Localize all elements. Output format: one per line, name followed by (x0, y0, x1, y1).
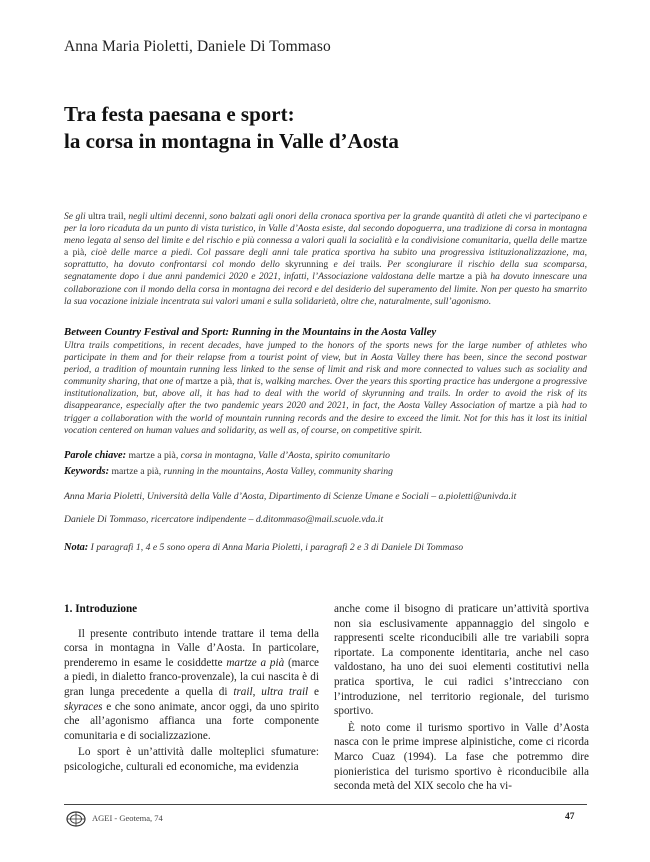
abstract-en-text: , that is, walking marches. Over the years this sporting practice has undergone a progressive institutionalization, but, above all, it has had to deal with the world of skyrunning and trails. In order to avoid the risk of its disappearance, especially after the two pandemic years 2020 and 2021, in fact, the Aosta Valley Association of (64, 376, 587, 412)
abstract-en-text: Ultra trails competitions, in recent decades, have jumped to the honors of the sports news for the large number of athletes who participate in them and for their relapse from a tourist point of view, but in Aosta Valley there has been, since the second postwar period, a tradition of mountain running less linked to the sense of limit and risk and more connected to values such as sociality and community sharing, that one of (64, 340, 587, 388)
footer-journal: AGEI - Geotema, 74 (92, 813, 163, 823)
abstract-it-text: e dei (328, 259, 361, 271)
keywords-english (64, 466, 594, 477)
body-term: ultra trail (261, 685, 309, 698)
page-number: 47 (565, 812, 575, 822)
affiliation-di-tommaso: Daniele Di Tommaso, ricercatore indipendente – d.ditommaso@mail.scuole.vda.it (64, 514, 384, 525)
keywords-italian (64, 450, 594, 461)
footer-rule (64, 804, 587, 805)
body-term: trail (233, 685, 253, 698)
body-text: , (252, 685, 262, 698)
english-title: Between Country Festival and Sport: Running in the Mountains in the Aosta Valley (64, 326, 437, 338)
body-term: martze a pià (226, 656, 285, 669)
keywords-it-list: , corsa in montagna, Valle d’Aosta, spirito comunitario (175, 450, 391, 461)
author-names: Anna Maria Pioletti, Daniele Di Tommaso (64, 38, 331, 55)
abstract-english (64, 340, 587, 437)
abstract-it-term: skyrunning (285, 259, 329, 271)
abstract-it-term: trails (360, 259, 380, 271)
abstract-it-term: ultra trail (88, 211, 124, 222)
body-text: e che sono animate, ancor oggi, da uno spirito che all’agonismo affianca una forte componente comunitaria e di socializzazione. (64, 700, 319, 742)
abstract-en-term: martze a pià (185, 376, 233, 388)
title-line-2: la corsa in montagna in Valle d’Aosta (64, 129, 399, 153)
abstract-italian (64, 211, 587, 308)
abstract-it-text: Se gli (64, 211, 89, 222)
abstract-it-text: , negli ultimi decenni, sono balzati agli onori della cronaca sportiva per la grande quantità di atleti che vi partecipano e per la loro ricaduta da un punto di vista turistico, in Valle d’Aosta esiste, dal secondo dopoguerra, una tradizione di corsa in montagna meno legata al senso del limite e del rischio e più connessa a valori quali la socialità e la condivisione comunitaria, quella delle (64, 211, 587, 247)
section-heading: 1. Introduzione (64, 603, 138, 615)
keywords-it-label: Parole chiave: (64, 450, 127, 461)
authorship-note (64, 542, 604, 553)
abstract-it-text: ha dovuto innescare una collaborazione con il mondo della corsa in montagna dei record e del desiderio del superamento del limite. Non per questo ha smarrito la sua vocazione iniziale incentrata sui valori umani e sulla solidarietà, oltre che, naturalmente, sull’agonismo. (64, 271, 587, 307)
body-paragraph: È noto come il turismo sportivo in Valle d’Aosta nasca con le prime imprese alpinistiche, come ci ricorda Marco Cuaz (1994). La fase che potremmo dire pionieristica del turismo sportivo è riconducibile alla seconda metà del XIX secolo che ha vi- (334, 721, 589, 793)
keywords-it-term: martze a pià (126, 450, 176, 461)
body-paragraph: Lo sport è un’attività dalle molteplici sfumature: psicologiche, culturali ed economiche, ma evidenzia (64, 746, 319, 773)
abstract-it-text: . Per scongiurare il rischio della sua scomparsa, segnatamente dopo i due anni pandemici 2020 e 2021, infatti, l’Associazione valdostana delle (64, 259, 587, 283)
keywords-en-list: , running in the mountains, Aosta Valley, community sharing (158, 466, 393, 477)
note-text: I paragrafi 1, 4 e 5 sono opera di Anna Maria Pioletti, i paragrafi 2 e 3 di Daniele Di Tommaso (88, 542, 464, 553)
body-column-left (64, 602, 319, 775)
abstract-en-term: martze a pià (509, 400, 559, 412)
body-column-right (334, 602, 589, 794)
agei-logo-icon (66, 811, 86, 832)
abstract-it-term: martze a pià (64, 235, 587, 259)
abstract-en-text: had to trigger a collaboration with the world of mountain running records and the desire to exceed the limit. Not for this has it lost its initial vocation centered on human values and solidarity, as well as, of course, on competitive spirit. (64, 400, 587, 436)
abstract-it-term: martze a pià (438, 271, 487, 283)
note-label: Nota: (64, 542, 89, 553)
keywords-en-label: Keywords: (64, 466, 110, 477)
body-paragraph: anche come il bisogno di praticare un’attività sportiva non sia esclusivamente appannaggio del singolo e rappresenti scelte riconducibili alle tre variabili sopra riportate. La componente identitaria, anche nel caso valdostano, ha uno dei suoi elementi costitutivi nella pratica sportiva, le cui radici s’intrecciano con l’introduzione, nel territorio regionale, del turismo sportivo. (334, 603, 589, 718)
body-text: (marce a piedi, in dialetto franco-provenzale), la cui nascita è di gran lunga precedente a quella di (64, 656, 319, 698)
affiliation-pioletti: Anna Maria Pioletti, Università della Valle d’Aosta, Dipartimento di Scienze Umane e Sociali – a.pioletti@univda.it (64, 491, 517, 502)
body-paragraph (64, 627, 319, 744)
body-text: Il presente contributo intende trattare il tema della corsa in montagna in Valle d’Aosta. In particolare, prenderemo in esame le cosiddette (64, 627, 319, 669)
title-line-1: Tra festa paesana e sport: (64, 102, 295, 126)
keywords-en-term: martze a pià (109, 466, 159, 477)
abstract-it-text: , cioè delle marce a piedi. Col passare degli anni tale pratica sportiva ha subito una progressiva istituzionalizzazione, ma, soprattutto, ha dovuto confrontarsi col mondo dello (64, 247, 587, 271)
body-term: skyraces (64, 700, 103, 713)
paper-title (64, 101, 604, 155)
body-text: e (308, 685, 319, 698)
